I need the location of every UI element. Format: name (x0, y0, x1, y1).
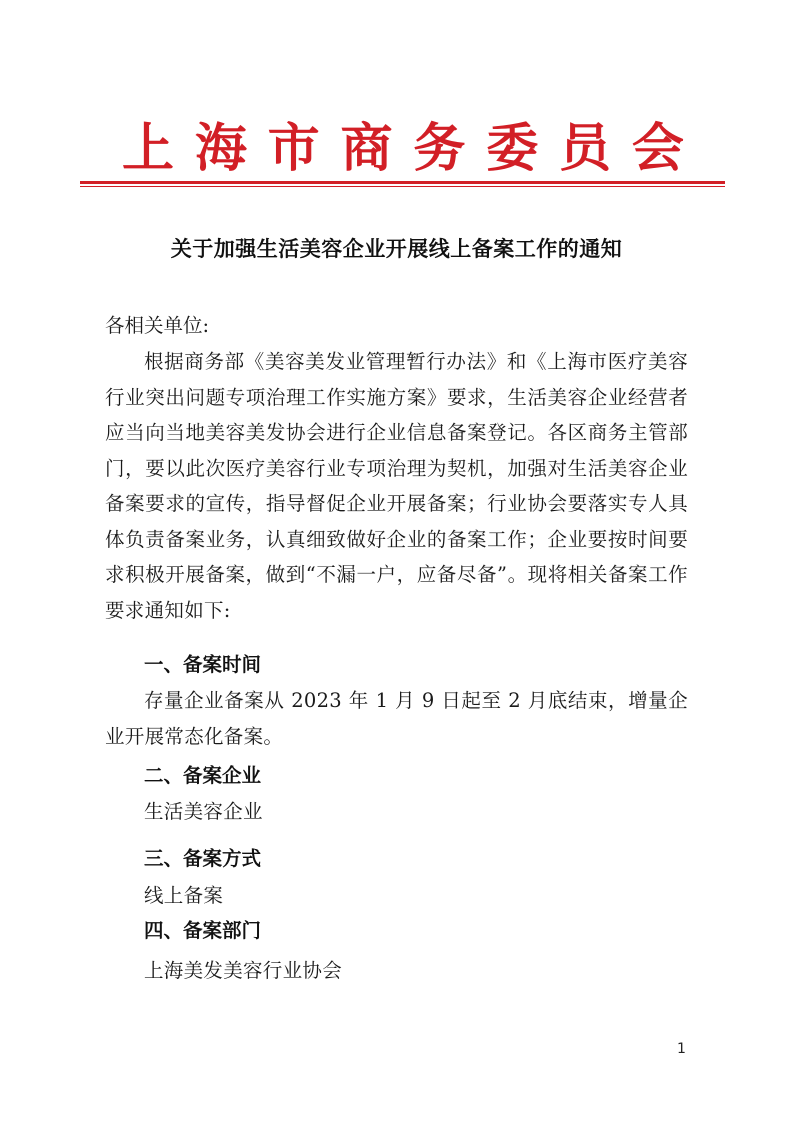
intro-paragraph: 根据商务部《美容美发业管理暂行办法》和《上海市医疗美容行业突出问题专项治理工作实施方案》要求，生活美容企业经营者应当向当地美容美发协会进行企业信息备案登记。各区商务主管部门，要以此次医疗美容行业专项治理为契机，加强对生活美容企业备案要求的宣传，指导督促企业开展备案；行业协会要落实专人具体负责备案业务，认真细致做好企业的备案工作；企业要按时间要求积极开展备案，做到“不漏一户，应备尽备”。现将相关备案工作要求通知如下: (105, 350, 688, 622)
letterhead-char: 海 (194, 117, 247, 179)
section-heading-time: 一、备案时间 (144, 653, 262, 676)
letterhead-char: 委 (486, 117, 539, 179)
letterhead-char: 员 (559, 117, 612, 179)
document-title: 关于加强生活美容企业开展线上备案工作的通知 (170, 237, 623, 261)
section-heading-department: 四、备案部门 (144, 919, 262, 942)
letterhead-char: 商 (340, 117, 393, 179)
letterhead-title (118, 108, 688, 178)
section-content-department: 上海美发美容行业协会 (144, 959, 343, 982)
letterhead-char: 市 (267, 117, 320, 179)
section-content-time: 存量企业备案从 2023 年 1 月 9 日起至 2 月底结束，增量企业开展常态化备案。 (105, 689, 688, 748)
section-content-method: 线上备案 (144, 884, 224, 907)
letterhead-divider-thick (80, 181, 725, 184)
letterhead-char: 会 (631, 117, 684, 179)
letterhead-char: 务 (413, 117, 466, 179)
section-heading-enterprise: 二、备案企业 (144, 764, 262, 787)
page-number: 1 (677, 1041, 686, 1057)
section-content-enterprise: 生活美容企业 (144, 800, 263, 823)
letterhead-char: 上 (121, 117, 174, 179)
salutation: 各相关单位: (105, 314, 210, 337)
letterhead-divider-thin (80, 186, 725, 187)
section-heading-method: 三、备案方式 (144, 847, 262, 870)
